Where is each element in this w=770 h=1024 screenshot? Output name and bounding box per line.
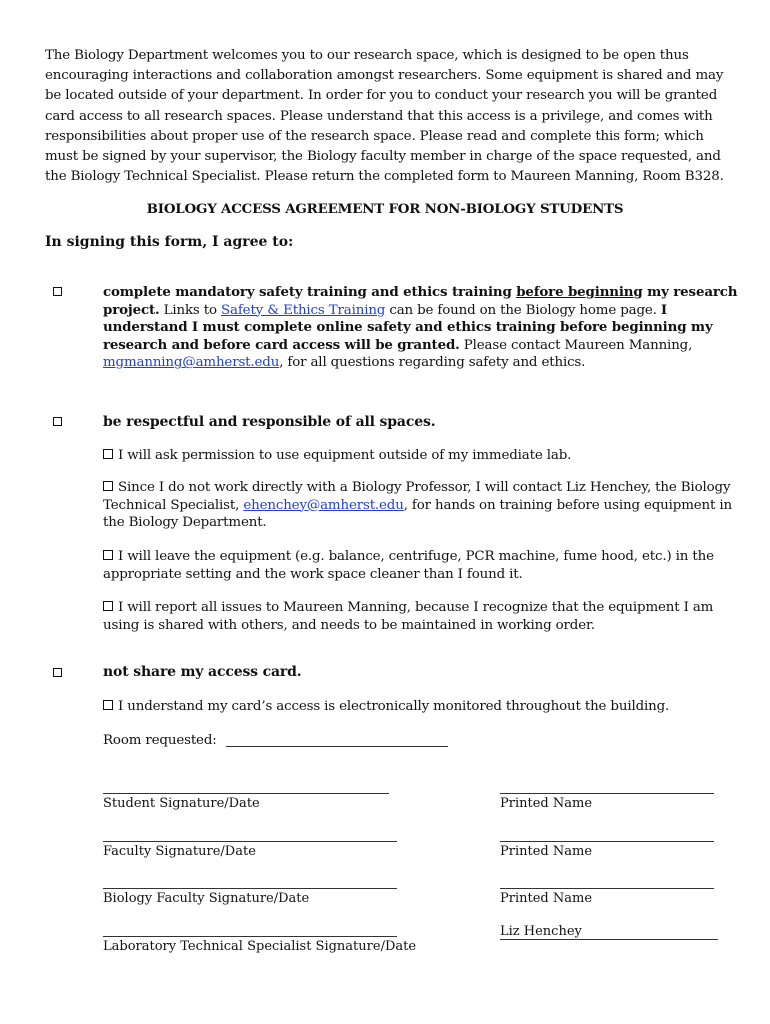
faculty-printed-name-field[interactable] bbox=[500, 841, 714, 842]
sub-leave-equipment-text: I will leave the equipment (e.g. balance, centrifuge, PCR machine, fume hood, etc.) in the appropriate setting and the work space cleaner than I found it. bbox=[103, 549, 714, 582]
sub-report-issues bbox=[103, 599, 733, 634]
bio-faculty-printed-name-field[interactable] bbox=[500, 888, 714, 889]
sub-contact-specialist bbox=[103, 479, 733, 532]
checkbox-card-monitored[interactable] bbox=[103, 700, 113, 710]
bio-faculty-signature-label: Biology Faculty Signature/Date bbox=[103, 891, 310, 906]
student-signature-field[interactable] bbox=[103, 793, 389, 794]
checkbox-ask-permission[interactable] bbox=[103, 449, 113, 459]
mgmanning-email-link[interactable]: mgmanning@amherst.edu bbox=[103, 355, 280, 371]
item-respectful-heading: be respectful and responsible of all spaces. bbox=[103, 414, 436, 430]
sub-card-monitored bbox=[103, 698, 733, 716]
safety-ethics-training-link[interactable]: Safety & Ethics Training bbox=[221, 302, 386, 318]
agreement-lead: In signing this form, I agree to: bbox=[45, 234, 294, 250]
item1-bold-underline: before beginning bbox=[516, 284, 643, 300]
item1-bold-b: my research project. bbox=[103, 284, 738, 318]
checkbox-safety-training[interactable] bbox=[53, 287, 62, 296]
student-printed-name-field[interactable] bbox=[500, 793, 714, 794]
checkbox-contact-specialist[interactable] bbox=[103, 481, 113, 491]
lab-tech-printed-name: Liz Henchey bbox=[500, 924, 582, 939]
faculty-signature-label: Faculty Signature/Date bbox=[103, 844, 256, 859]
item-safety-training bbox=[103, 284, 738, 372]
sub-leave-equipment bbox=[103, 548, 733, 583]
item1-text-c: Please contact Maureen Manning, bbox=[459, 337, 693, 353]
sub-ask-permission bbox=[103, 447, 733, 465]
sub-report-issues-text: I will report all issues to Maureen Manning, because I recognize that the equipment I am using is shared with others, and needs to be maintained in working order. bbox=[103, 600, 714, 633]
item1-text-d: , for all questions regarding safety and ethics. bbox=[279, 355, 586, 371]
form-title: BIOLOGY ACCESS AGREEMENT FOR NON-BIOLOGY STUDENTS bbox=[146, 201, 624, 217]
bio-faculty-signature-field[interactable] bbox=[103, 888, 397, 889]
lab-tech-printed-name-line bbox=[500, 939, 718, 940]
faculty-signature-field[interactable] bbox=[103, 841, 397, 842]
student-printed-name-label: Printed Name bbox=[500, 796, 593, 811]
student-signature-label: Student Signature/Date bbox=[103, 796, 260, 811]
checkbox-leave-equipment[interactable] bbox=[103, 550, 113, 560]
item-access-card-heading: not share my access card. bbox=[103, 664, 302, 680]
item1-text-a: Links to bbox=[159, 302, 222, 318]
checkbox-access-card[interactable] bbox=[53, 668, 62, 677]
sub-contact-text-a: Since I do not work directly with a Biology Professor, I will contact Liz Henchey, the Biology Technical Specialist, bbox=[103, 480, 731, 513]
sub-contact-text-b: , for hands on training before using equipment in the Biology Department. bbox=[103, 497, 732, 531]
sub-ask-permission-text: I will ask permission to use equipment outside of my immediate lab. bbox=[118, 448, 572, 463]
bio-faculty-printed-name-label: Printed Name bbox=[500, 891, 593, 906]
checkbox-report-issues[interactable] bbox=[103, 601, 113, 611]
item1-bold-a: complete mandatory safety training and ethics training bbox=[103, 284, 517, 300]
item1-text-b: can be found on the Biology home page. bbox=[385, 302, 661, 318]
item1-bold-c: I understand I must complete online safety and ethics training before beginning my research and before card access will be granted. bbox=[103, 301, 713, 353]
checkbox-respectful[interactable] bbox=[53, 417, 62, 426]
lab-tech-signature-label: Laboratory Technical Specialist Signature/Date bbox=[103, 939, 417, 954]
faculty-printed-name-label: Printed Name bbox=[500, 844, 593, 859]
room-requested-field[interactable] bbox=[226, 746, 448, 747]
ehenchey-email-link[interactable]: ehenchey@amherst.edu bbox=[243, 497, 404, 513]
room-requested-label: Room requested: bbox=[103, 733, 217, 748]
lab-tech-signature-field[interactable] bbox=[103, 936, 397, 937]
sub-card-monitored-text: I understand my card’s access is electronically monitored throughout the building. bbox=[118, 699, 670, 714]
intro-paragraph: The Biology Department welcomes you to our research space, which is designed to be open thus encouraging interactions and collaboration amongst researchers. Some equipment is shared and may be located outside of your department. In order for you to conduct your research you will be granted card access to all research spaces. Please understand that this access is a privilege, and comes with responsibilities about proper use of the research space. Please read and complete this form; which must be signed by your supervisor, the Biology faculty member in charge of the space requested, and the Biology Technical Specialist. Please return the completed form to Maureen Manning, Room B328. bbox=[45, 48, 724, 185]
